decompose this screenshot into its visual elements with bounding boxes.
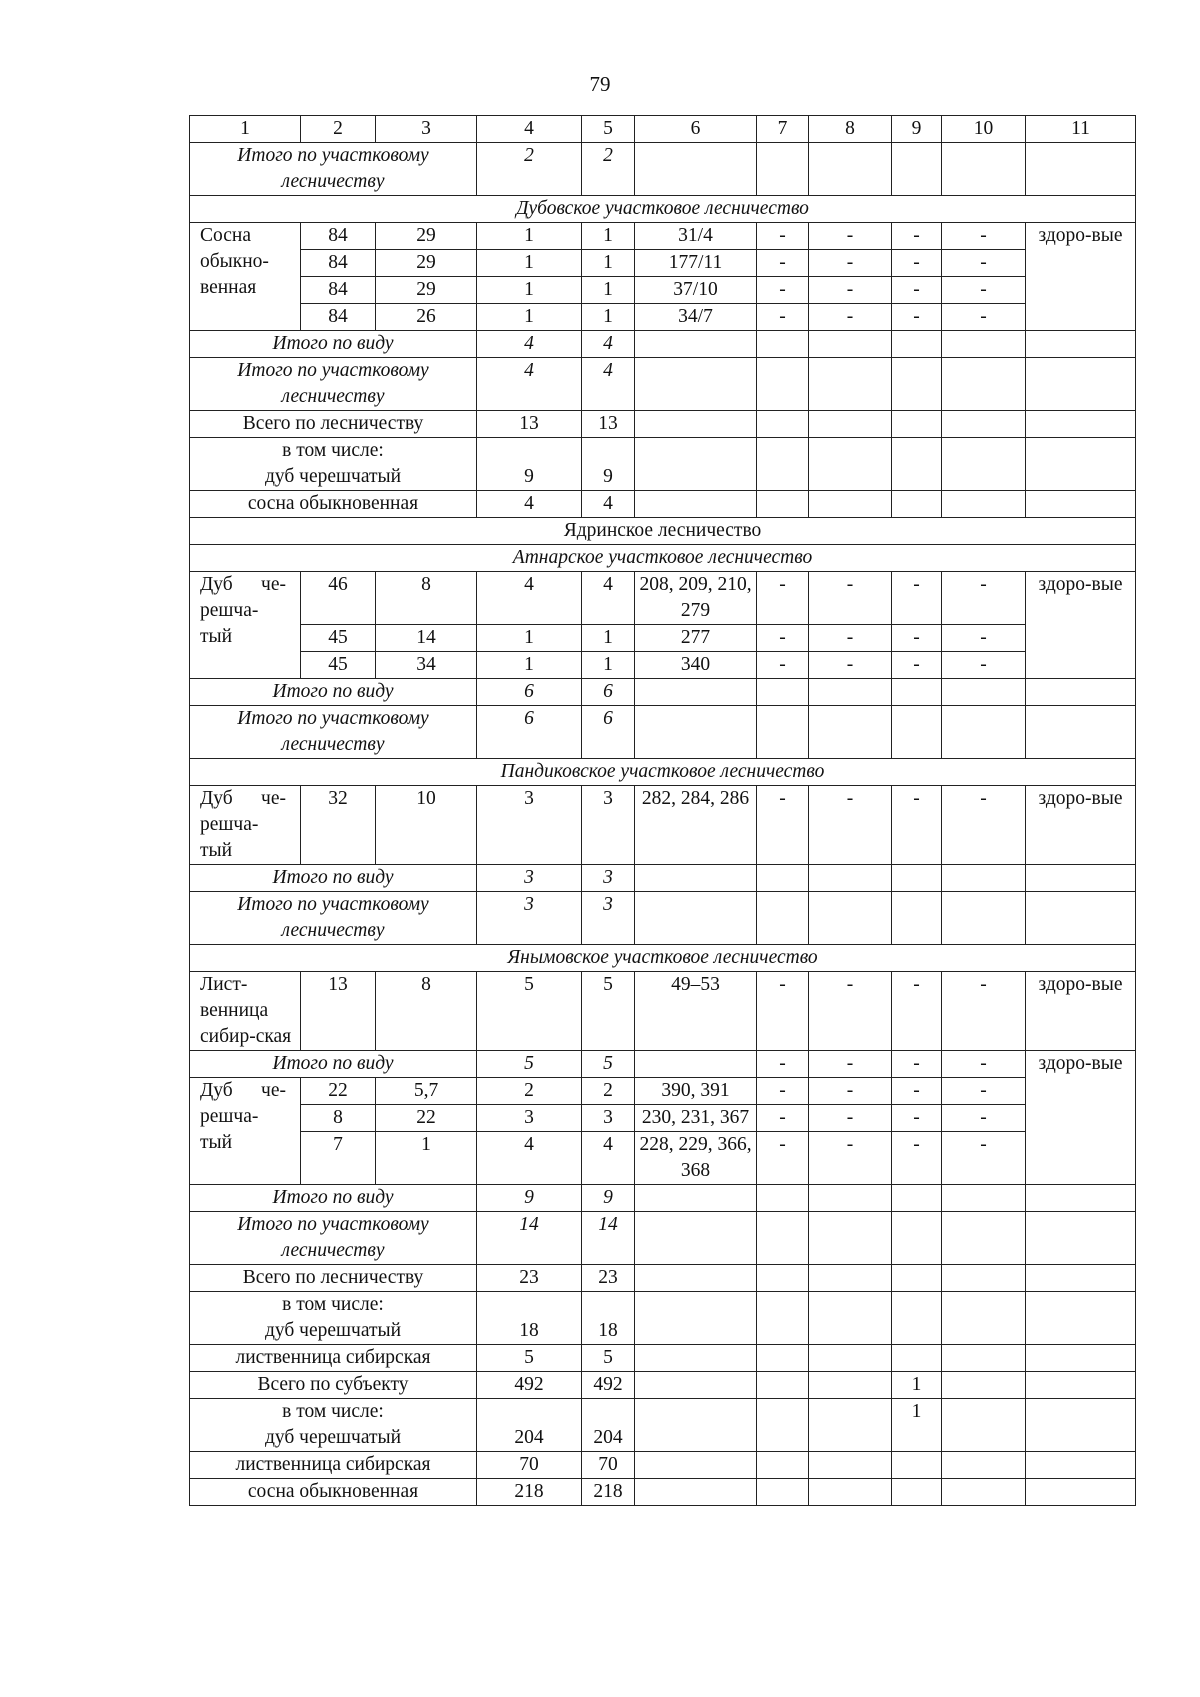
cell: - bbox=[757, 786, 809, 865]
cell: 492 bbox=[477, 1372, 582, 1399]
label-cell: Итого по участковому лесничеству bbox=[190, 143, 477, 196]
cell: - bbox=[892, 1105, 942, 1132]
cell: 1 bbox=[582, 304, 635, 331]
label-cell: Итого по участковому лесничеству bbox=[190, 1212, 477, 1265]
in-total-label: в том числе: bbox=[282, 1401, 384, 1422]
table-row bbox=[190, 491, 1136, 518]
col-header: 2 bbox=[301, 116, 376, 143]
cell: 4 bbox=[582, 331, 635, 358]
cell: 5 bbox=[582, 1345, 635, 1372]
cell: - bbox=[809, 786, 892, 865]
cell: - bbox=[942, 1132, 1026, 1185]
cell: 1 bbox=[477, 223, 582, 250]
cell: 34/7 bbox=[635, 304, 757, 331]
cell: - bbox=[809, 250, 892, 277]
cell: 3 bbox=[582, 892, 635, 945]
cell: 2 bbox=[477, 1078, 582, 1105]
cell: 8 bbox=[376, 572, 477, 625]
cell: 4 bbox=[477, 572, 582, 625]
cell: - bbox=[757, 1078, 809, 1105]
cell: - bbox=[892, 1078, 942, 1105]
section-title: Атнарское участковое лесничество bbox=[190, 545, 1136, 572]
table-row bbox=[190, 1345, 1136, 1372]
cell: 3 bbox=[477, 892, 582, 945]
cell: 3 bbox=[477, 786, 582, 865]
cell: - bbox=[942, 1051, 1026, 1078]
cell: 2 bbox=[477, 143, 582, 196]
cell: 49–53 bbox=[635, 972, 757, 1051]
cell: - bbox=[809, 304, 892, 331]
condition-cell: здоро-вые bbox=[1026, 572, 1136, 679]
cell: 1 bbox=[477, 277, 582, 304]
cell: 1 bbox=[892, 1399, 942, 1452]
cell: 6 bbox=[582, 706, 635, 759]
cell: - bbox=[809, 972, 892, 1051]
cell: - bbox=[757, 277, 809, 304]
cell: 84 bbox=[301, 223, 376, 250]
cell: 228, 229, 366, 368 bbox=[635, 1132, 757, 1185]
cell: 3 bbox=[582, 1105, 635, 1132]
cell: 70 bbox=[477, 1452, 582, 1479]
label-cell: лиственница сибирская bbox=[190, 1452, 477, 1479]
table-row bbox=[190, 625, 1136, 652]
cell: 3 bbox=[582, 865, 635, 892]
cell: 282, 284, 286 bbox=[635, 786, 757, 865]
cell: - bbox=[809, 652, 892, 679]
cell: 1 bbox=[582, 250, 635, 277]
species-label: дуб черешчатый bbox=[264, 1427, 402, 1448]
cell: 230, 231, 367 bbox=[635, 1105, 757, 1132]
cell: 1 bbox=[477, 250, 582, 277]
cell: - bbox=[892, 1132, 942, 1185]
table-row bbox=[190, 250, 1136, 277]
condition-cell: здоро-вые bbox=[1026, 223, 1136, 331]
cell: 37/10 bbox=[635, 277, 757, 304]
in-total-label: в том числе: bbox=[282, 1294, 384, 1315]
table-row bbox=[190, 331, 1136, 358]
cell: 14 bbox=[477, 1212, 582, 1265]
cell: - bbox=[809, 277, 892, 304]
col-header: 6 bbox=[635, 116, 757, 143]
table-row bbox=[190, 786, 1136, 865]
table-row bbox=[190, 304, 1136, 331]
cell: - bbox=[942, 972, 1026, 1051]
cell: 4 bbox=[582, 1132, 635, 1185]
table-row bbox=[190, 277, 1136, 304]
cell: 218 bbox=[477, 1479, 582, 1506]
table-row bbox=[190, 1132, 1136, 1185]
cell: 1 bbox=[477, 304, 582, 331]
cell: 3 bbox=[582, 786, 635, 865]
cell: - bbox=[892, 652, 942, 679]
cell: - bbox=[757, 223, 809, 250]
cell: 340 bbox=[635, 652, 757, 679]
cell: - bbox=[892, 625, 942, 652]
cell: 277 bbox=[635, 625, 757, 652]
cell: 390, 391 bbox=[635, 1078, 757, 1105]
table-row bbox=[190, 892, 1136, 945]
cell: - bbox=[809, 1105, 892, 1132]
table-row bbox=[190, 1479, 1136, 1506]
cell: - bbox=[942, 277, 1026, 304]
cell: 6 bbox=[582, 679, 635, 706]
table-row bbox=[190, 411, 1136, 438]
cell: 13 bbox=[301, 972, 376, 1051]
cell: - bbox=[757, 972, 809, 1051]
label-cell: сосна обыкновенная bbox=[190, 491, 477, 518]
cell: 9 bbox=[582, 438, 635, 491]
species-cell: Лист-венница сибир-ская bbox=[190, 972, 301, 1051]
cell: 10 bbox=[376, 786, 477, 865]
table-row bbox=[190, 865, 1136, 892]
section-title: Янымовское участковое лесничество bbox=[190, 945, 1136, 972]
label-cell: Всего по лесничеству bbox=[190, 411, 477, 438]
cell: 1 bbox=[477, 652, 582, 679]
cell: 204 bbox=[582, 1399, 635, 1452]
cell: - bbox=[942, 1105, 1026, 1132]
table-row bbox=[190, 1265, 1136, 1292]
cell: 34 bbox=[376, 652, 477, 679]
section-row bbox=[190, 518, 1136, 545]
cell: 5 bbox=[477, 1051, 582, 1078]
cell: - bbox=[942, 786, 1026, 865]
cell: - bbox=[757, 304, 809, 331]
cell: 9 bbox=[477, 438, 582, 491]
label-cell: лиственница сибирская bbox=[190, 1345, 477, 1372]
section-title: Пандиковское участковое лесничество bbox=[190, 759, 1136, 786]
cell: - bbox=[942, 652, 1026, 679]
species-cell: Дуб че-решча-тый bbox=[190, 1078, 301, 1185]
section-title: Дубовское участковое лесничество bbox=[190, 196, 1136, 223]
col-header: 5 bbox=[582, 116, 635, 143]
cell: 26 bbox=[376, 304, 477, 331]
cell: - bbox=[892, 304, 942, 331]
cell: 6 bbox=[477, 706, 582, 759]
cell: - bbox=[942, 572, 1026, 625]
cell: - bbox=[757, 652, 809, 679]
cell: - bbox=[809, 625, 892, 652]
cell: 84 bbox=[301, 304, 376, 331]
cell: - bbox=[892, 786, 942, 865]
cell: 4 bbox=[582, 358, 635, 411]
table-row bbox=[190, 223, 1136, 250]
table-row bbox=[190, 1292, 1136, 1345]
cell: 2 bbox=[582, 1078, 635, 1105]
cell: 4 bbox=[477, 358, 582, 411]
cell: 29 bbox=[376, 277, 477, 304]
cell: 18 bbox=[477, 1292, 582, 1345]
species-cell: Дуб че-решча-тый bbox=[190, 786, 301, 865]
cell: - bbox=[892, 572, 942, 625]
cell: 23 bbox=[582, 1265, 635, 1292]
cell: - bbox=[757, 250, 809, 277]
cell: 18 bbox=[582, 1292, 635, 1345]
cell: - bbox=[942, 304, 1026, 331]
cell: 8 bbox=[301, 1105, 376, 1132]
species-cell: Дуб че-решча-тый bbox=[190, 572, 301, 679]
label-cell: Итого по участковому лесничеству bbox=[190, 892, 477, 945]
cell: - bbox=[809, 1132, 892, 1185]
cell: 8 bbox=[376, 972, 477, 1051]
cell: 9 bbox=[582, 1185, 635, 1212]
col-header: 9 bbox=[892, 116, 942, 143]
cell: 22 bbox=[376, 1105, 477, 1132]
label-cell: Итого по участковому лесничеству bbox=[190, 706, 477, 759]
cell: 5 bbox=[582, 972, 635, 1051]
col-header: 8 bbox=[809, 116, 892, 143]
condition-cell: здоро-вые bbox=[1026, 972, 1136, 1051]
cell: - bbox=[809, 1078, 892, 1105]
cell: 218 bbox=[582, 1479, 635, 1506]
cell: 5 bbox=[477, 1345, 582, 1372]
cell: 14 bbox=[582, 1212, 635, 1265]
col-header: 4 bbox=[477, 116, 582, 143]
cell: - bbox=[942, 625, 1026, 652]
col-header: 11 bbox=[1026, 116, 1136, 143]
cell: 6 bbox=[477, 679, 582, 706]
table-row bbox=[190, 972, 1136, 1051]
col-header: 7 bbox=[757, 116, 809, 143]
species-label: дуб черешчатый bbox=[264, 1320, 402, 1341]
cell: 3 bbox=[477, 865, 582, 892]
forest-table bbox=[189, 115, 1136, 1506]
cell: 84 bbox=[301, 250, 376, 277]
table-row bbox=[190, 358, 1136, 411]
cell: 14 bbox=[376, 625, 477, 652]
page-number: 79 bbox=[589, 72, 611, 96]
label-cell: Всего по субъекту bbox=[190, 1372, 477, 1399]
cell: - bbox=[892, 1051, 942, 1078]
col-header: 3 bbox=[376, 116, 477, 143]
cell: 5 bbox=[582, 1051, 635, 1078]
table-row bbox=[190, 438, 1136, 491]
cell: 2 bbox=[582, 143, 635, 196]
cell: 4 bbox=[477, 331, 582, 358]
species-label: дуб черешчатый bbox=[264, 466, 402, 487]
cell: 1 bbox=[582, 223, 635, 250]
cell: - bbox=[809, 223, 892, 250]
cell: 1 bbox=[582, 277, 635, 304]
cell: 29 bbox=[376, 250, 477, 277]
cell: 9 bbox=[477, 1185, 582, 1212]
cell: 70 bbox=[582, 1452, 635, 1479]
cell: 4 bbox=[582, 572, 635, 625]
cell: 1 bbox=[582, 652, 635, 679]
cell: 84 bbox=[301, 277, 376, 304]
cell: 46 bbox=[301, 572, 376, 625]
cell: - bbox=[942, 250, 1026, 277]
cell: 5 bbox=[477, 972, 582, 1051]
cell: - bbox=[757, 1132, 809, 1185]
table-row bbox=[190, 1051, 1136, 1078]
in-total-label: в том числе: bbox=[282, 440, 384, 461]
table-row bbox=[190, 143, 1136, 196]
cell: 45 bbox=[301, 652, 376, 679]
section-row bbox=[190, 545, 1136, 572]
cell: - bbox=[892, 250, 942, 277]
cell: 29 bbox=[376, 223, 477, 250]
cell: 208, 209, 210, 279 bbox=[635, 572, 757, 625]
table-row bbox=[190, 652, 1136, 679]
section-title: Ядринское лесничество bbox=[190, 518, 1136, 545]
label-cell: Итого по участковому лесничеству bbox=[190, 358, 477, 411]
cell: - bbox=[942, 223, 1026, 250]
label-cell: Итого по виду bbox=[190, 1051, 477, 1078]
cell: 4 bbox=[477, 491, 582, 518]
cell: 4 bbox=[582, 491, 635, 518]
cell: 1 bbox=[477, 625, 582, 652]
cell: 3 bbox=[477, 1105, 582, 1132]
section-row bbox=[190, 945, 1136, 972]
cell: 1 bbox=[376, 1132, 477, 1185]
label-cell: Итого по виду bbox=[190, 679, 477, 706]
table-row bbox=[190, 679, 1136, 706]
cell: 7 bbox=[301, 1132, 376, 1185]
label-cell bbox=[190, 438, 477, 491]
label-cell bbox=[190, 1292, 477, 1345]
table-row bbox=[190, 1078, 1136, 1105]
table-row bbox=[190, 1212, 1136, 1265]
cell: 1 bbox=[582, 625, 635, 652]
section-row bbox=[190, 196, 1136, 223]
label-cell: Всего по лесничеству bbox=[190, 1265, 477, 1292]
table-row bbox=[190, 1399, 1136, 1452]
section-row bbox=[190, 759, 1136, 786]
label-cell: сосна обыкновенная bbox=[190, 1479, 477, 1506]
cell: 31/4 bbox=[635, 223, 757, 250]
label-cell: Итого по виду bbox=[190, 865, 477, 892]
cell: 492 bbox=[582, 1372, 635, 1399]
table-row bbox=[190, 572, 1136, 625]
cell: 5,7 bbox=[376, 1078, 477, 1105]
table-row bbox=[190, 706, 1136, 759]
cell: 22 bbox=[301, 1078, 376, 1105]
col-header: 1 bbox=[190, 116, 301, 143]
cell: - bbox=[757, 625, 809, 652]
cell: - bbox=[892, 277, 942, 304]
cell: - bbox=[809, 1051, 892, 1078]
condition-cell: здоро-вые bbox=[1026, 1051, 1136, 1185]
label-cell: Итого по виду bbox=[190, 1185, 477, 1212]
cell: - bbox=[892, 223, 942, 250]
table-row bbox=[190, 1452, 1136, 1479]
table-row bbox=[190, 1185, 1136, 1212]
label-cell: Итого по виду bbox=[190, 331, 477, 358]
cell: 1 bbox=[892, 1372, 942, 1399]
cell: - bbox=[809, 572, 892, 625]
species-cell: Сосна обыкно-венная bbox=[190, 223, 301, 331]
cell: - bbox=[757, 1051, 809, 1078]
cell: - bbox=[892, 972, 942, 1051]
label-cell bbox=[190, 1399, 477, 1452]
cell: 177/11 bbox=[635, 250, 757, 277]
cell: 32 bbox=[301, 786, 376, 865]
table-row bbox=[190, 1105, 1136, 1132]
cell: - bbox=[942, 1078, 1026, 1105]
condition-cell: здоро-вые bbox=[1026, 786, 1136, 865]
cell: 13 bbox=[477, 411, 582, 438]
cell: 45 bbox=[301, 625, 376, 652]
cell: 204 bbox=[477, 1399, 582, 1452]
table-row bbox=[190, 1372, 1136, 1399]
cell: 4 bbox=[477, 1132, 582, 1185]
cell: - bbox=[757, 572, 809, 625]
cell: 23 bbox=[477, 1265, 582, 1292]
cell: 13 bbox=[582, 411, 635, 438]
col-header: 10 bbox=[942, 116, 1026, 143]
cell: - bbox=[757, 1105, 809, 1132]
header-row bbox=[190, 116, 1136, 143]
